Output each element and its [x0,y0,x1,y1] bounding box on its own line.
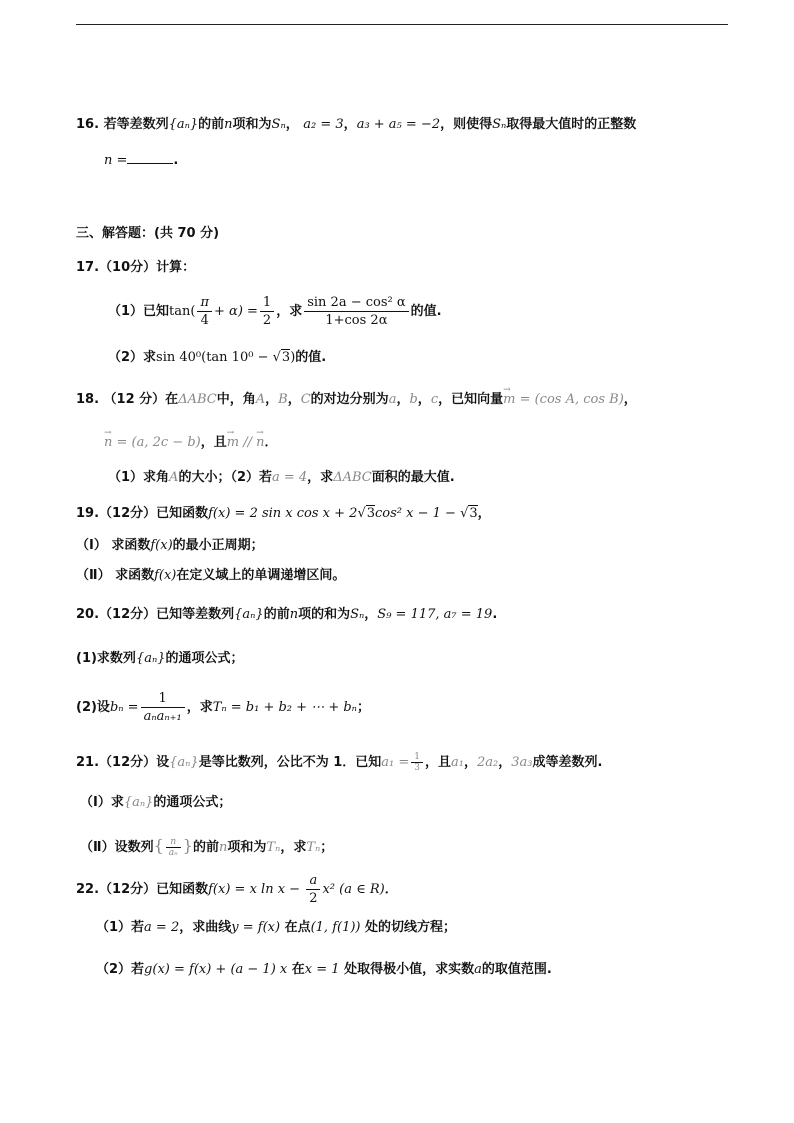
q22-line1: 22.（12分）已知函数f(x) = x ln x − $\frac{a}{2}$ x² (a ∈ R)． [76,873,398,906]
vector-n: → n [104,433,112,453]
fraction-one-half: $\frac{1}{2}$ [260,294,274,329]
q22-part2: （2）若g(x) = f(x) + (a − 1) x 在x = 1 处取得极小值，求实数a的取值范围. [96,962,552,977]
q18-line2: → n = (a, 2c − b)，且→ m // → n． [104,433,278,453]
fraction-n-over-an: $\frac{n}{\text{aₙ}}$ [166,837,181,858]
sqrt-three: 3 [281,350,291,365]
q17-heading: 17.（10分）计算： [76,260,196,275]
q19-part2: （Ⅱ） 求函数f(x)在定义域上的单调递增区间。 [76,568,346,583]
fraction-pi-over-4: $\frac{\pi}{4}$ [197,294,212,329]
q17-part1: （1）已知tan( $\frac{\pi}{4}$ + α) = $\frac{1}{2}$ ，求 $\frac{\text{sin 2a − cos² α}}{1+\cos 2\alpha}$ 的值. [108,295,442,328]
q22-part1: （1）若a = 2，求曲线y = f(x) 在点(1, f(1)) 处的切线方程； [96,920,457,935]
q21-part2: （Ⅱ）设数列{ $\frac{n}{\text{aₙ}}$ }的前n项和为Tₙ，求Tₙ； [80,836,334,858]
section-title: 三、解答题：(共 70 分) [76,226,220,241]
q19-part1: （Ⅰ） 求函数f(x)的最小正周期； [76,538,264,553]
fraction-b-n: $\frac{1}{\text{aₙaₙ₊₁}}$ [141,690,185,725]
q18-line1: 18. （12 分）在ΔABC中，角A，B，C的对边分别为a，b，c，已知向量→ m = (cos A, cos B)， [76,390,637,410]
q20-part2: (2)设bₙ = $\frac{1}{\text{aₙaₙ₊₁}}$ ，求Tₙ = b₁ + b₂ + ⋯ + bₙ； [76,691,370,724]
q21-part1: （Ⅰ）求{aₙ}的通项公式； [80,795,232,810]
q17-part2: （2）求sin 40⁰(tan 10⁰ − √3)的值. [108,350,327,365]
q18-parts: （1）求角A的大小；（2）若a = 4，求ΔABC面积的最大值. [108,470,455,485]
fraction-one-third: $\frac{1}{3}$ [411,752,423,773]
q16-line2: n = . [104,153,179,168]
q19-line1: 19.（12分）已知函数f(x) = 2 sin x cos x + 2√3cos² x − 1 − √3， [76,506,491,521]
q20-part1: (1)求数列{aₙ}的通项公式； [76,651,244,666]
header-rule [76,24,728,25]
answer-blank [127,151,173,164]
fraction-a-over-2: $\frac{a}{2}$ [306,872,320,907]
vector-m: → m [503,390,515,410]
q20-line1: 20.（12分）已知等差数列{aₙ}的前n项的和为Sₙ，S₉ = 117, a₇ = 19. [76,607,498,622]
question-number: 16. [76,117,100,132]
fraction-expression: $\frac{\text{sin 2a − cos² α}}{1+\cos 2\alpha}$ [304,294,408,329]
q21-line1: 21.（12分）设{aₙ}是等比数列，公比不为 1．已知a₁ = $\frac{1}{3}$ ，且a₁，2a₂，3a₃成等差数列. [76,752,603,773]
q16-line1: 16. 若等差数列{aₙ}的前n项和为Sₙ， a₂ = 3，a₃ + a₅ = −2，则使得Sₙ取得最大值时的正整数 [76,117,637,132]
